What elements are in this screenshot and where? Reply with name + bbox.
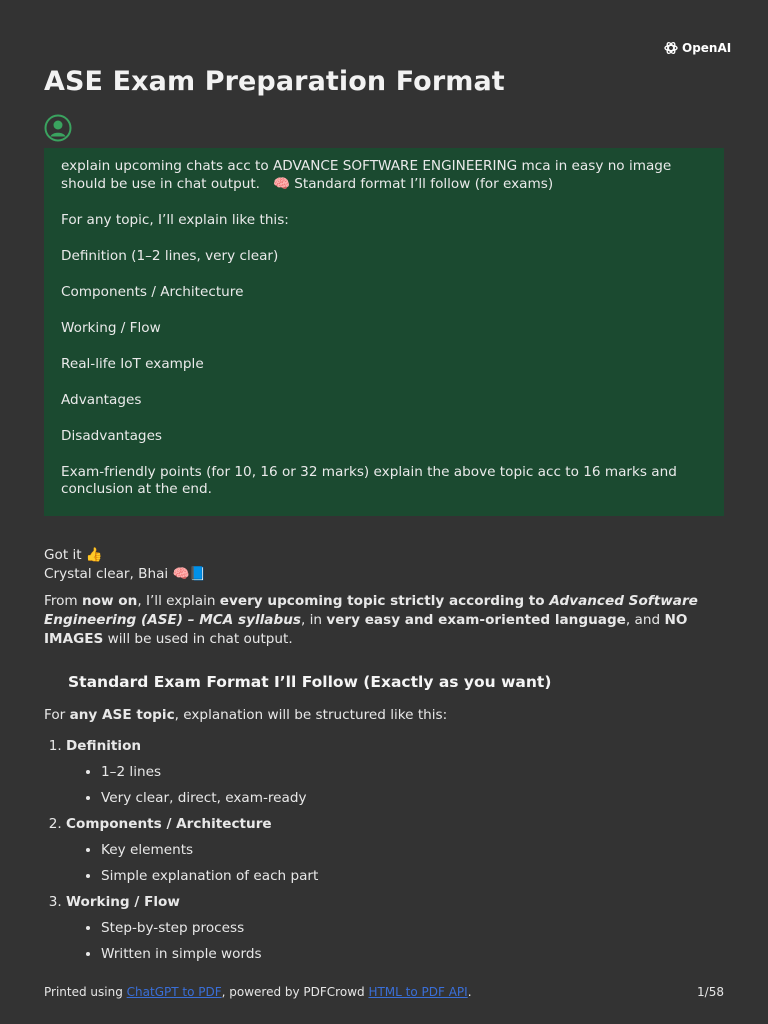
list-item-title: Working / Flow xyxy=(66,894,180,910)
user-text: explain upcoming chats acc to ADVANCE SOFTWARE ENGINEERING mca in easy no image should be use in chat output. xyxy=(61,158,672,192)
user-avatar-icon xyxy=(44,114,72,142)
user-paragraph: Exam-friendly points (for 10, 16 or 32 marks) explain the above topic acc to 16 marks and conclusion at the end. xyxy=(61,463,677,497)
list-item-title: Components / Architecture xyxy=(66,816,272,832)
list-item xyxy=(66,893,726,964)
openai-logo-icon xyxy=(663,40,679,56)
crystal-text: Crystal clear, Bhai 🧠📘 xyxy=(44,566,207,582)
list-item-title: Definition xyxy=(66,738,142,754)
html-to-pdf-api-link[interactable]: HTML to PDF API xyxy=(368,985,468,999)
assistant-response xyxy=(44,546,726,971)
user-paragraph: Disadvantages xyxy=(61,427,163,444)
footer-credit: Printed using ChatGPT to PDF, powered by PDFCrowd HTML to PDF API. xyxy=(44,985,472,999)
section-heading: Standard Exam Format I’ll Follow (Exactly as you want) xyxy=(68,673,552,691)
sub-list xyxy=(66,919,726,964)
page-title: ASE Exam Preparation Format xyxy=(44,66,505,97)
sub-list-item: • Key elements xyxy=(101,841,726,860)
sub-list-item: • 1–2 lines xyxy=(101,763,726,782)
user-paragraph: Definition (1–2 lines, very clear) xyxy=(61,247,279,264)
openai-brand xyxy=(663,40,731,56)
list-item xyxy=(66,737,726,808)
structure-paragraph: For any ASE topic, explanation will be structured like this: xyxy=(44,707,448,723)
intro-paragraph: From now on, I’ll explain every upcoming topic strictly according to Advanced Software Engineering (ASE) – MCA syllabus, in very easy and exam-oriented language, and NO IMAGES will be used in chat output. xyxy=(44,593,698,647)
user-paragraph: Working / Flow xyxy=(61,319,161,336)
sub-list xyxy=(66,763,726,808)
format-list xyxy=(44,737,726,964)
sub-list xyxy=(66,841,726,886)
user-paragraph: For any topic, I’ll explain like this: xyxy=(61,211,289,228)
user-paragraph: Components / Architecture xyxy=(61,283,244,300)
page-number: 1/58 xyxy=(697,985,724,999)
user-paragraph: Advantages xyxy=(61,391,142,408)
chatgpt-to-pdf-link[interactable]: ChatGPT to PDF xyxy=(126,985,222,999)
got-it-text: Got it 👍 xyxy=(44,547,103,563)
user-message xyxy=(44,148,724,516)
sub-list-item: • Very clear, direct, exam-ready xyxy=(101,789,726,808)
user-message-first xyxy=(61,158,707,193)
user-paragraph: Real-life IoT example xyxy=(61,355,204,372)
footer xyxy=(44,985,724,999)
brain-emoji-icon: 🧠 xyxy=(272,175,290,192)
sub-list-item: • Step-by-step process xyxy=(101,919,726,938)
brand-name: OpenAI xyxy=(682,41,732,55)
list-item xyxy=(66,815,726,886)
user-text-tail: Standard format I’ll follow (for exams) xyxy=(294,175,554,192)
sub-list-item: • Written in simple words xyxy=(101,945,726,964)
sub-list-item: • Simple explanation of each part xyxy=(101,867,726,886)
